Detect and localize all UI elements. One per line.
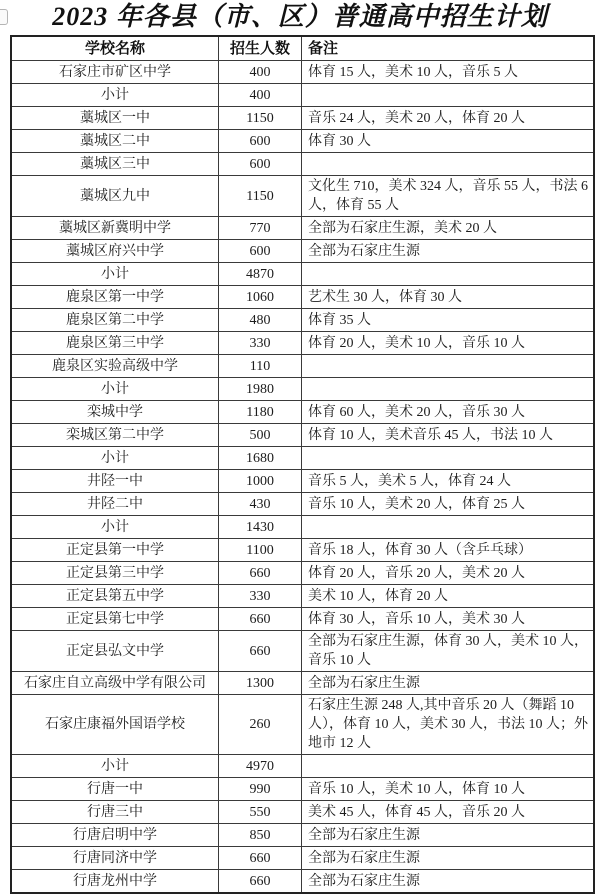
school-name-cell: 藁城区二中: [11, 130, 219, 153]
enrollment-count-cell: 660: [219, 847, 302, 870]
enrollment-count-cell: 600: [219, 153, 302, 176]
table-row: [11, 585, 594, 608]
school-name-cell: 藁城区一中: [11, 107, 219, 130]
enrollment-count-cell: 770: [219, 217, 302, 240]
school-name-cell: 石家庄市矿区中学: [11, 61, 219, 84]
table-row: [11, 61, 594, 84]
enrollment-count-cell: 4970: [219, 755, 302, 778]
enrollment-count-cell: 110: [219, 355, 302, 378]
enrollment-count-cell: 400: [219, 61, 302, 84]
school-name-cell: 小计: [11, 378, 219, 401]
enrollment-count-cell: 330: [219, 585, 302, 608]
enrollment-count-cell: 660: [219, 631, 302, 672]
table-row: [11, 631, 594, 672]
remark-cell: [302, 84, 595, 107]
table-row: [11, 470, 594, 493]
enrollment-plan-table: [10, 35, 595, 894]
enrollment-count-cell: 330: [219, 332, 302, 355]
enrollment-count-cell: 1150: [219, 107, 302, 130]
school-name-cell: 正定县第七中学: [11, 608, 219, 631]
school-name-cell: 小计: [11, 447, 219, 470]
remark-cell: 音乐 24 人，美术 20 人，体育 20 人: [302, 107, 595, 130]
remark-cell: 全部为石家庄生源: [302, 847, 595, 870]
enrollment-count-cell: 400: [219, 84, 302, 107]
remark-cell: 体育 30 人: [302, 130, 595, 153]
subtotal-row: [11, 378, 594, 401]
enrollment-count-cell: 1300: [219, 672, 302, 695]
enrollment-count-cell: 550: [219, 801, 302, 824]
table-row: [11, 309, 594, 332]
table-row: [11, 778, 594, 801]
school-name-cell: 正定县第五中学: [11, 585, 219, 608]
enrollment-count-cell: 4870: [219, 263, 302, 286]
school-name-cell: 鹿泉区第三中学: [11, 332, 219, 355]
table-body: [11, 61, 594, 894]
table-row: [11, 801, 594, 824]
enrollment-count-cell: 1150: [219, 176, 302, 217]
table-row: [11, 562, 594, 585]
school-name-cell: 行唐启明中学: [11, 824, 219, 847]
remark-cell: 石家庄生源 248 人,其中音乐 20 人（舞蹈 10 人），体育 10 人，美术 30 人，书法 10 人；外地市 12 人: [302, 695, 595, 755]
school-name-cell: 藁城区府兴中学: [11, 240, 219, 263]
enrollment-count-cell: 1980: [219, 378, 302, 401]
remark-cell: 美术 10 人，体育 20 人: [302, 585, 595, 608]
left-edge-artifact: [0, 9, 8, 25]
document-page: [0, 1, 600, 889]
table-row: [11, 424, 594, 447]
table-row: [11, 608, 594, 631]
school-name-cell: 正定县弘文中学: [11, 631, 219, 672]
school-name-cell: 鹿泉区第二中学: [11, 309, 219, 332]
school-name-cell: 鹿泉区第一中学: [11, 286, 219, 309]
remark-cell: 体育 35 人: [302, 309, 595, 332]
school-name-cell: 小计: [11, 516, 219, 539]
table-row: [11, 107, 594, 130]
enrollment-count-cell: 850: [219, 824, 302, 847]
enrollment-count-cell: 1180: [219, 401, 302, 424]
enrollment-count-cell: 430: [219, 493, 302, 516]
table-row: [11, 672, 594, 695]
school-name-cell: 行唐一中: [11, 778, 219, 801]
school-name-cell: 小计: [11, 263, 219, 286]
school-name-cell: 正定县第一中学: [11, 539, 219, 562]
remark-cell: 全部为石家庄生源，体育 30 人，美术 10 人，音乐 10 人: [302, 631, 595, 672]
enrollment-count-cell: 600: [219, 240, 302, 263]
enrollment-count-cell: 260: [219, 695, 302, 755]
subtotal-row: [11, 755, 594, 778]
subtotal-row: [11, 516, 594, 539]
subtotal-row: [11, 263, 594, 286]
school-name-cell: 石家庄康福外国语学校: [11, 695, 219, 755]
remark-cell: 体育 15 人，美术 10 人，音乐 5 人: [302, 61, 595, 84]
enrollment-count-cell: 660: [219, 870, 302, 894]
remark-cell: 全部为石家庄生源: [302, 672, 595, 695]
header-enrollment-count: 招生人数: [219, 36, 302, 61]
remark-cell: 音乐 5 人，美术 5 人，体育 24 人: [302, 470, 595, 493]
school-name-cell: 小计: [11, 84, 219, 107]
school-name-cell: 栾城区第二中学: [11, 424, 219, 447]
remark-cell: 音乐 10 人，美术 10 人，体育 10 人: [302, 778, 595, 801]
school-name-cell: 藁城区九中: [11, 176, 219, 217]
remark-cell: 艺术生 30 人，体育 30 人: [302, 286, 595, 309]
enrollment-count-cell: 660: [219, 608, 302, 631]
remark-cell: [302, 447, 595, 470]
header-school-name: 学校名称: [11, 36, 219, 61]
remark-cell: [302, 153, 595, 176]
enrollment-count-cell: 1680: [219, 447, 302, 470]
school-name-cell: 石家庄自立高级中学有限公司: [11, 672, 219, 695]
remark-cell: 音乐 10 人，美术 20 人，体育 25 人: [302, 493, 595, 516]
enrollment-count-cell: 1430: [219, 516, 302, 539]
school-name-cell: 正定县第三中学: [11, 562, 219, 585]
enrollment-count-cell: 600: [219, 130, 302, 153]
remark-cell: [302, 355, 595, 378]
header-row: [11, 36, 594, 61]
table-row: [11, 153, 594, 176]
table-row: [11, 401, 594, 424]
table-row: [11, 355, 594, 378]
table-row: [11, 130, 594, 153]
school-name-cell: 藁城区三中: [11, 153, 219, 176]
enrollment-count-cell: 990: [219, 778, 302, 801]
subtotal-row: [11, 84, 594, 107]
school-name-cell: 井陉二中: [11, 493, 219, 516]
school-name-cell: 行唐三中: [11, 801, 219, 824]
remark-cell: 全部为石家庄生源: [302, 240, 595, 263]
remark-cell: 全部为石家庄生源，美术 20 人: [302, 217, 595, 240]
remark-cell: [302, 516, 595, 539]
table-row: [11, 870, 594, 894]
remark-cell: [302, 755, 595, 778]
enrollment-count-cell: 660: [219, 562, 302, 585]
remark-cell: 音乐 18 人，体育 30 人（含乒乓球）: [302, 539, 595, 562]
enrollment-count-cell: 480: [219, 309, 302, 332]
enrollment-count-cell: 1100: [219, 539, 302, 562]
table-row: [11, 824, 594, 847]
table-row: [11, 217, 594, 240]
remark-cell: [302, 263, 595, 286]
enrollment-count-cell: 1060: [219, 286, 302, 309]
enrollment-count-cell: 500: [219, 424, 302, 447]
page-title: 2023 年各县（市、区）普通高中招生计划: [52, 2, 548, 31]
table-row: [11, 332, 594, 355]
table-row: [11, 695, 594, 755]
table-row: [11, 286, 594, 309]
school-name-cell: 行唐龙州中学: [11, 870, 219, 894]
remark-cell: 体育 60 人，美术 20 人，音乐 30 人: [302, 401, 595, 424]
table-row: [11, 493, 594, 516]
school-name-cell: 栾城中学: [11, 401, 219, 424]
subtotal-row: [11, 447, 594, 470]
remark-cell: 体育 10 人，美术音乐 45 人，书法 10 人: [302, 424, 595, 447]
remark-cell: 体育 20 人，美术 10 人，音乐 10 人: [302, 332, 595, 355]
table-row: [11, 240, 594, 263]
remark-cell: [302, 378, 595, 401]
remark-cell: 体育 20 人，音乐 20 人，美术 20 人: [302, 562, 595, 585]
school-name-cell: 井陉一中: [11, 470, 219, 493]
remark-cell: 美术 45 人，体育 45 人，音乐 20 人: [302, 801, 595, 824]
remark-cell: 全部为石家庄生源: [302, 870, 595, 894]
school-name-cell: 行唐同济中学: [11, 847, 219, 870]
remark-cell: 全部为石家庄生源: [302, 824, 595, 847]
enrollment-count-cell: 1000: [219, 470, 302, 493]
table-row: [11, 176, 594, 217]
header-remark: 备注: [302, 36, 595, 61]
remark-cell: 体育 30 人，音乐 10 人，美术 30 人: [302, 608, 595, 631]
table-row: [11, 847, 594, 870]
table-row: [11, 539, 594, 562]
school-name-cell: 小计: [11, 755, 219, 778]
remark-cell: 文化生 710，美术 324 人，音乐 55 人，书法 6 人，体育 55 人: [302, 176, 595, 217]
school-name-cell: 鹿泉区实验高级中学: [11, 355, 219, 378]
school-name-cell: 藁城区新冀明中学: [11, 217, 219, 240]
